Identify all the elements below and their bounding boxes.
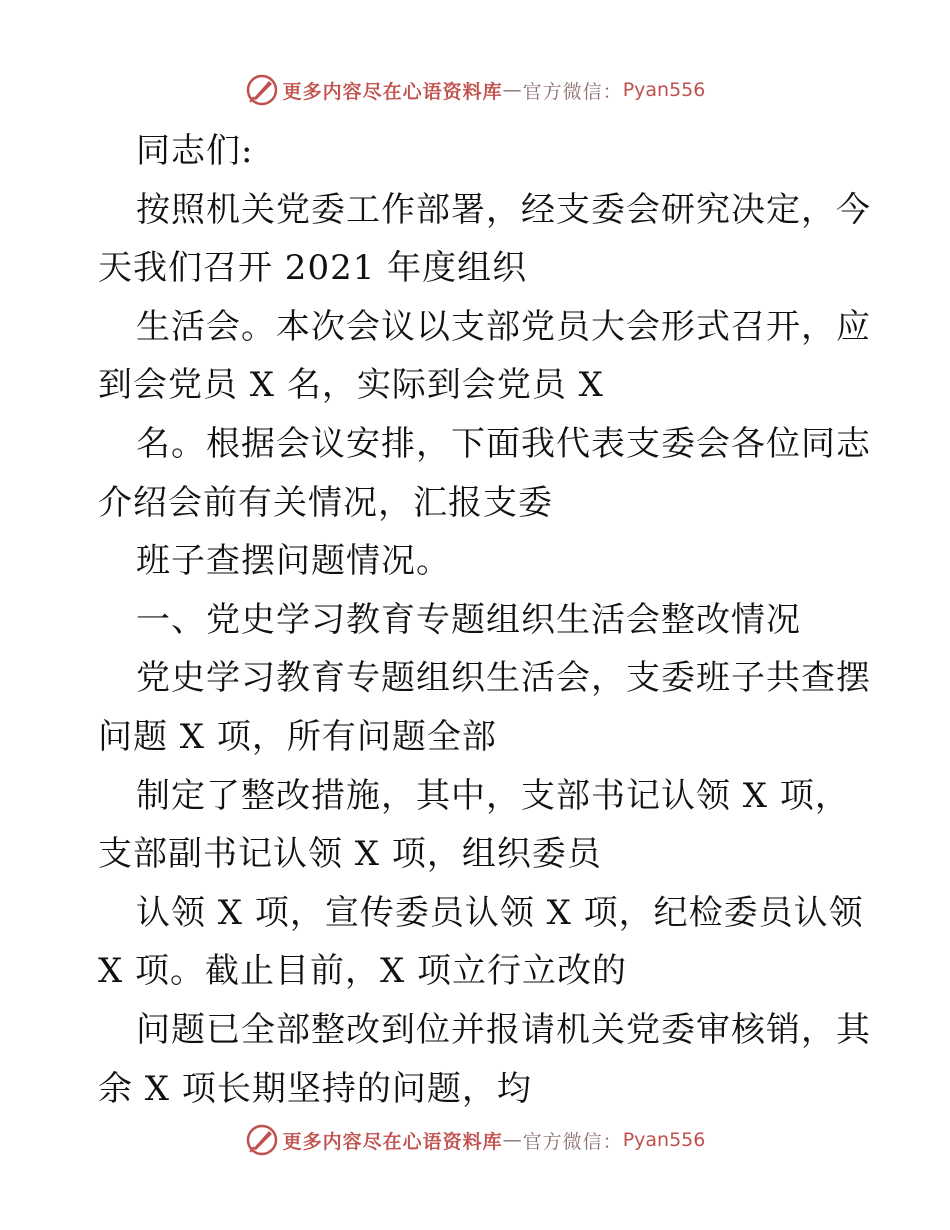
footer-watermark	[0, 1120, 950, 1160]
text-line: X 项。截止目前，X 项立行立改的	[98, 951, 628, 992]
quill-pen-logo-icon	[245, 1123, 279, 1157]
watermark-separator: —	[502, 1129, 523, 1151]
text-line: 到会党员 X 名，实际到会党员 X	[98, 365, 604, 406]
text-line: 问题已全部整改到位并报请机关党委审核销，其	[136, 1009, 871, 1050]
text-line: 认领 X 项，宣传委员认领 X 项，纪检委员认领	[136, 892, 864, 933]
watermark-brand: 更多内容尽在心语资料库	[282, 80, 503, 103]
text-line: 班子查摆问题情况。	[136, 541, 451, 582]
text-line: 介绍会前有关情况，汇报支委	[98, 482, 553, 523]
watermark-separator: —	[502, 79, 523, 101]
text-line: 党史学习教育专题组织生活会，支委班子共查摆	[136, 658, 871, 699]
watermark-account: Pyan556	[622, 79, 706, 101]
text-line: 余 X 项长期坚持的问题，均	[98, 1068, 532, 1109]
watermark-brand: 更多内容尽在心语资料库	[282, 1130, 503, 1153]
text-line: 同志们:	[136, 131, 254, 171]
document-body	[98, 122, 871, 1118]
header-watermark	[0, 70, 950, 110]
text-line: 按照机关党委工作部署，经支委会研究决定，今	[136, 189, 871, 230]
watermark-official: 官方微信：	[522, 80, 623, 103]
watermark-official: 官方微信：	[522, 1130, 623, 1153]
text-line: 名。根据会议安排，下面我代表支委会各位同志	[136, 423, 871, 464]
text-line: 问题 X 项，所有问题全部	[98, 716, 497, 757]
text-line: 制定了整改措施，其中，支部书记认领 X 项，	[136, 775, 850, 816]
text-line: 天我们召开 2021 年度组织	[98, 248, 528, 289]
text-line: 生活会。本次会议以支部党员大会形式召开，应	[136, 306, 871, 347]
text-line: 支部副书记认领 X 项，组织委员	[98, 834, 602, 875]
section-heading: 一、党史学习教育专题组织生活会整改情况	[136, 599, 801, 640]
quill-pen-logo-icon	[245, 73, 279, 107]
watermark-account: Pyan556	[622, 1129, 706, 1151]
